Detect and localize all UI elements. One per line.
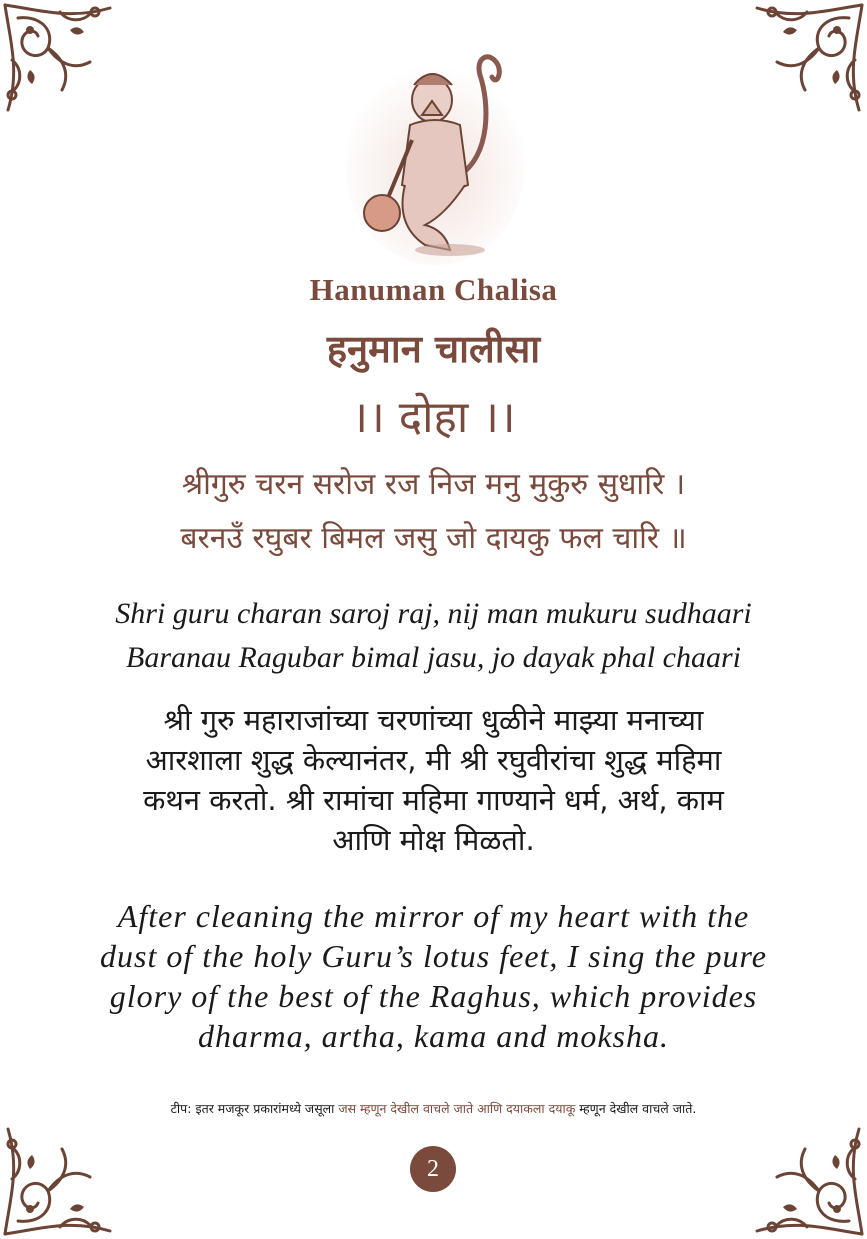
- title-hindi: हनुमान चालीसा: [326, 327, 541, 371]
- marathi-line: श्री गुरु महाराजांच्या चरणांच्या धुळीने माझ्या मनाच्या: [163, 703, 704, 737]
- footnote-part: टीप: इतर मजकूर प्रकारांमध्ये जसूला: [170, 1101, 339, 1116]
- verse-hindi: [0, 458, 867, 566]
- title-english: Hanuman Chalisa: [309, 272, 558, 307]
- english-meaning: [50, 896, 817, 1056]
- marathi-line: कथन करतो. श्री रामांचा महिमा गाण्याने धर्म, अर्थ, काम: [143, 783, 724, 817]
- floral-ornament-icon: [0, 0, 120, 120]
- english-line: dust of the holy Guru’s lotus feet, I sing the pure: [100, 938, 767, 974]
- verse-line: बरनउँ रघुबर बिमल जसु जो दायकु फल चारि ॥: [180, 521, 687, 556]
- transliteration-line: Shri guru charan saroj raj, nij man mukuru sudhaari: [115, 597, 752, 630]
- floral-ornament-icon: [0, 1119, 120, 1239]
- hanuman-illustration: [340, 45, 530, 270]
- corner-ornament-bottom-left: [0, 1119, 120, 1239]
- verse-line: श्रीगुरु चरन सरोज रज निज मनु मुकुरु सुधारि ।: [181, 467, 686, 502]
- transliteration-line: Baranau Ragubar bimal jasu, jo dayak phal chaari: [126, 641, 741, 674]
- doha-heading: ।। दोहा ।।: [351, 392, 516, 443]
- footnote-highlight: जस म्हणून देखील वाचले जाते आणि दयाकला दयाकू: [338, 1101, 576, 1116]
- floral-ornament-icon: [747, 0, 867, 120]
- corner-ornament-bottom-right: [747, 1119, 867, 1239]
- corner-ornament-top-left: [0, 0, 120, 120]
- corner-ornament-top-right: [747, 0, 867, 120]
- marathi-meaning: [40, 700, 827, 860]
- marathi-line: आरशाला शुद्ध केल्यानंतर, मी श्री रघुवीरांचा शुद्ध महिमा: [145, 743, 722, 777]
- english-line: glory of the best of the Raghus, which provides: [109, 978, 758, 1014]
- english-line: dharma, artha, kama and moksha.: [198, 1018, 669, 1054]
- marathi-line: आणि मोक्ष मिळतो.: [332, 823, 535, 857]
- footnote: [0, 1100, 867, 1117]
- page-number-badge: 2: [410, 1146, 456, 1192]
- transliteration: [0, 592, 867, 680]
- footnote-part: म्हणून देखील वाचले जाते.: [575, 1101, 697, 1116]
- floral-ornament-icon: [747, 1119, 867, 1239]
- english-line: After cleaning the mirror of my heart with the: [117, 898, 750, 934]
